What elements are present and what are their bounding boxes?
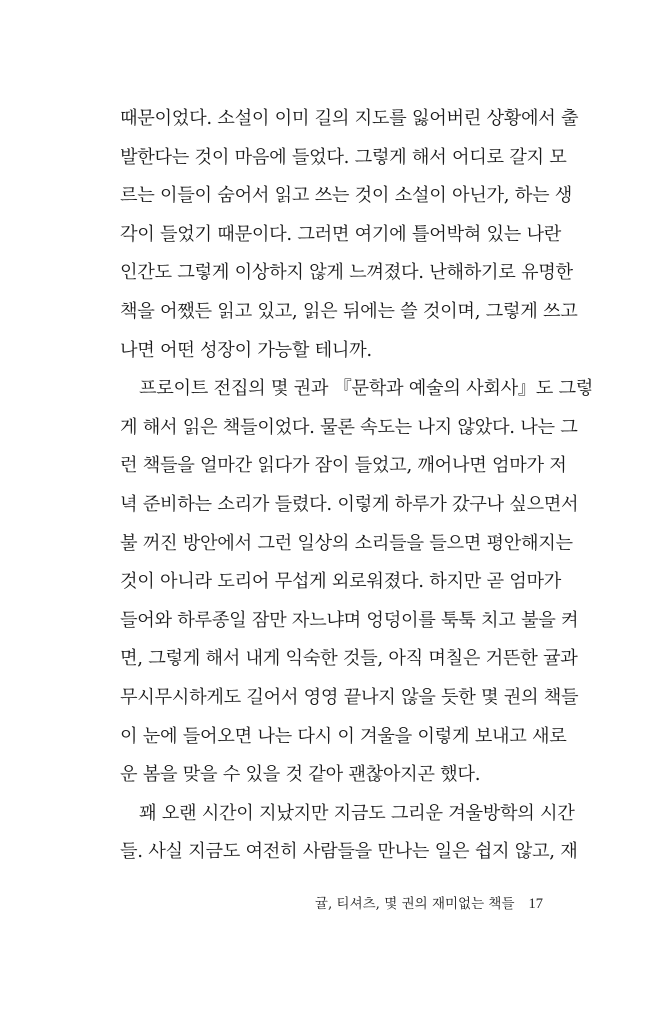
text-line: 인간도 그렇게 이상하지 않게 느껴졌다. 난해하기로 유명한 bbox=[120, 262, 573, 284]
text-line: 프로이트 전집의 몇 권과 『문학과 예술의 사회사』도 그렇 bbox=[139, 378, 594, 400]
text-line: 책을 어쨌든 읽고 있고, 읽은 뒤에는 쓸 것이며, 그렇게 쓰고 bbox=[120, 300, 578, 322]
text-line: 면, 그렇게 해서 내게 익숙한 것들, 아직 며칠은 거뜬한 귤과 bbox=[120, 648, 578, 670]
running-title: 귤, 티셔츠, 몇 권의 재미없는 책들 bbox=[314, 896, 515, 912]
text-line: 들. 사실 지금도 여전히 사람들을 만나는 일은 쉽지 않고, 재 bbox=[120, 841, 578, 863]
text-line: 르는 이들이 숨어서 읽고 쓰는 것이 소설이 아닌가, 하는 생 bbox=[120, 185, 573, 207]
text-line: 녁 준비하는 소리가 들렸다. 이렇게 하루가 갔구나 싶으면서 bbox=[120, 493, 579, 515]
body-text bbox=[120, 100, 594, 872]
text-line: 불 꺼진 방안에서 그런 일상의 소리들을 들으면 평안해지는 bbox=[120, 532, 573, 554]
text-line: 무시무시하게도 길어서 영영 끝나지 않을 듯한 몇 권의 책들 bbox=[120, 686, 579, 708]
text-line: 꽤 오랜 시간이 지났지만 지금도 그리운 겨울방학의 시간 bbox=[139, 802, 575, 824]
text-line: 나면 어떤 성장이 가능할 테니까. bbox=[120, 339, 372, 361]
text-line: 운 봄을 맞을 수 있을 것 같아 괜찮아지곤 했다. bbox=[120, 764, 481, 786]
text-line: 런 책들을 얼마간 읽다가 잠이 들었고, 깨어나면 엄마가 저 bbox=[120, 455, 567, 477]
page-number: 17 bbox=[528, 896, 543, 912]
text-line: 각이 들었기 때문이다. 그러면 여기에 틀어박혀 있는 나란 bbox=[120, 223, 562, 245]
page-footer bbox=[315, 893, 543, 915]
text-line: 것이 아니라 도리어 무섭게 외로워졌다. 하지만 곧 엄마가 bbox=[120, 571, 562, 593]
text-line: 들어와 하루종일 잠만 자느냐며 엉덩이를 툭툭 치고 불을 켜 bbox=[120, 609, 579, 631]
text-line: 때문이었다. 소설이 이미 길의 지도를 잃어버린 상황에서 출 bbox=[120, 108, 579, 129]
text-line: 발한다는 것이 마음에 들었다. 그렇게 해서 어디로 갈지 모 bbox=[120, 146, 567, 168]
text-line: 게 해서 읽은 책들이었다. 물론 속도는 나지 않았다. 나는 그 bbox=[120, 416, 578, 438]
text-line: 이 눈에 들어오면 나는 다시 이 겨울을 이렇게 보내고 새로 bbox=[120, 725, 567, 747]
